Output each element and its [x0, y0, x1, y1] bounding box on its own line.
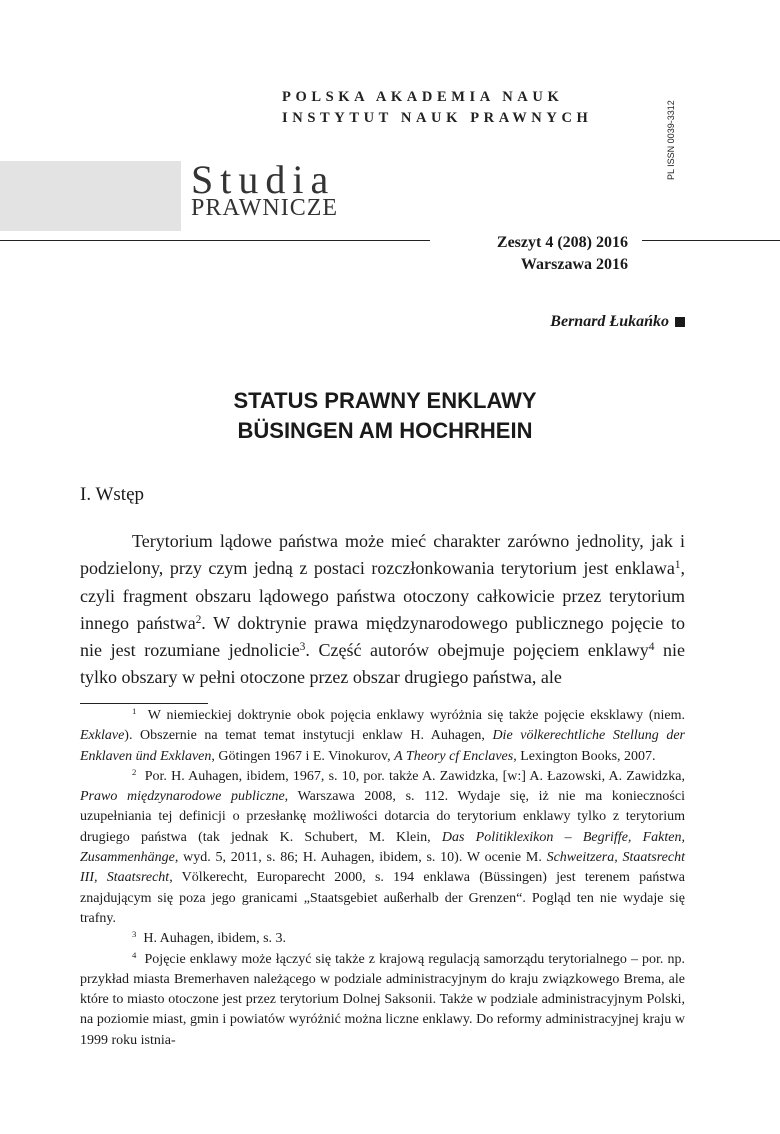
- footnote-text: , Warszawa 2008, s. 112. Wydaje się, iż nie ma konieczności uzupełniania tej definicji o przesłankę możliwości dotarcia do terytorium enklawy tylko z terytorium drugiego państwa (tak jednak K. Schubert, M. Klein,: [80, 789, 685, 845]
- footnote-2: [80, 767, 685, 929]
- issue-number: Zeszyt 4 (208) 2016: [496, 234, 628, 251]
- journal-subtitle: PRAWNICZE: [191, 195, 339, 221]
- article-title-line-2: BÜSINGEN AM HOCHRHEIN: [237, 418, 533, 443]
- author-marker-icon: [675, 317, 685, 327]
- body-text-part: Terytorium lądowe państwa może mieć charakter zarówno jednolity, jak i podzielony, przy czym jedną z postaci rozczłonkowania terytorium jest enklawa: [80, 531, 685, 579]
- header-gray-block: [0, 161, 181, 231]
- section-heading: I. Wstęp: [80, 484, 145, 505]
- article-title-line-1: STATUS PRAWNY ENKLAWY: [233, 388, 537, 413]
- footnote-text: Pojęcie enklawy może łączyć się także z krajową regulacją samorządu terytorialnego – por. np. przykład miasta Bremerhaven należącego w podziale administracyjnym do kraju związkowego Brema, ale które to miasto otoczone jest przez terytorium Dolnej Saksonii. Także w podziale administracyjnym Polski, na poziomie miast, gmin i powiatów wyróżnić można liczne enklawy. Do reformy administracyjnej kraju w 1999 roku istnia-: [80, 951, 686, 1048]
- header-rule-left: [0, 240, 430, 241]
- institution-line-2: INSTYTUT NAUK PRAWNYCH: [282, 110, 593, 126]
- footnote-3: [80, 929, 685, 949]
- footnote-ref[interactable]: 3: [299, 641, 306, 654]
- footnote-text: , wyd. 5, 2011, s. 86; H. Auhagen, ibidem, s. 10). W ocenie M.: [174, 850, 547, 866]
- footnote-ref[interactable]: 2: [195, 613, 202, 626]
- footnote-number: 1: [132, 706, 137, 717]
- footnote-text: W niemieckiej doktrynie obok pojęcia enklawy wyróżnia się także pojęcie eksklawy (niem.: [147, 708, 686, 723]
- footnote-text-italic: Die völkerechtliche Stellung der Enklaven ünd Exklaven: [80, 728, 685, 764]
- footnote-text: ). Obszernie na temat temat instytucji enklaw H. Auhagen,: [124, 728, 493, 744]
- author-line: [550, 313, 685, 331]
- footnote-number: 4: [132, 949, 137, 960]
- body-text-part: , czyli fragment obszaru lądowego państwa otoczony całkowicie przez terytorium innego państwa: [80, 558, 685, 633]
- issue-place-year: Warszawa 2016: [520, 256, 628, 273]
- footnote-number: 3: [132, 929, 137, 940]
- footnote-separator: [80, 703, 208, 704]
- body-text-part: . Część autorów obejmuje pojęciem enklawy: [305, 640, 649, 661]
- footnote-number: 2: [132, 767, 137, 778]
- article-title: [80, 386, 690, 446]
- footnote-text-italic: A Theory cf Enclaves: [394, 748, 514, 764]
- footnotes: [80, 706, 685, 1051]
- footnote-text: Por. H. Auhagen, ibidem, 1967, s. 10, por. także A. Zawidzka, [w:] A. Łazowski, A. Zawidzka,: [144, 768, 685, 784]
- body-text-part: . W doktrynie prawa międzynarodowego publicznego pojęcie to nie jest rozumiane jednolicie: [80, 612, 685, 661]
- body-text-part: nie tylko obszary w pełni otoczone przez obszar drugiego państwa, ale: [80, 640, 685, 688]
- footnote-text-italic: Schweitzera, Staatsrecht III, Staatsrecht: [80, 850, 685, 886]
- footnote-text: , Götingen 1967 i E. Vinokurov,: [211, 748, 395, 764]
- journal-title: Studia: [191, 157, 336, 202]
- footnote-4: [80, 950, 685, 1051]
- header-rule-right: [642, 240, 780, 241]
- body-paragraph: [80, 528, 685, 692]
- issn-label: PL ISSN 0039-3312: [666, 100, 676, 180]
- footnote-1: [80, 706, 685, 767]
- footnote-text-italic: Das Politiklexikon – Begriffe, Fakten, Zusammenhänge: [80, 829, 685, 866]
- footnote-ref[interactable]: 4: [648, 641, 655, 654]
- footnote-text: , Lexington Books, 2007.: [513, 748, 656, 764]
- issue-info: [497, 232, 628, 276]
- footnote-text-italic: Prawo międzynarodowe publiczne: [80, 789, 285, 805]
- footnote-text: H. Auhagen, ibidem, s. 3.: [143, 931, 287, 947]
- institution-line-1: POLSKA AKADEMIA NAUK: [282, 89, 564, 105]
- author-name: Bernard Łukańko: [550, 313, 669, 330]
- footnote-ref[interactable]: 1: [674, 559, 681, 572]
- footnote-text-italic: Exklave: [80, 728, 125, 744]
- footnote-text: , Völkerecht, Europarecht 2000, s. 194 enklawa (Büssingen) jest terenem państwa znajdującym się poza jego granicami „Staatsgebiet außerhalb der Grenzen“. Pogląd ten nie wydaje się trafny.: [80, 870, 686, 926]
